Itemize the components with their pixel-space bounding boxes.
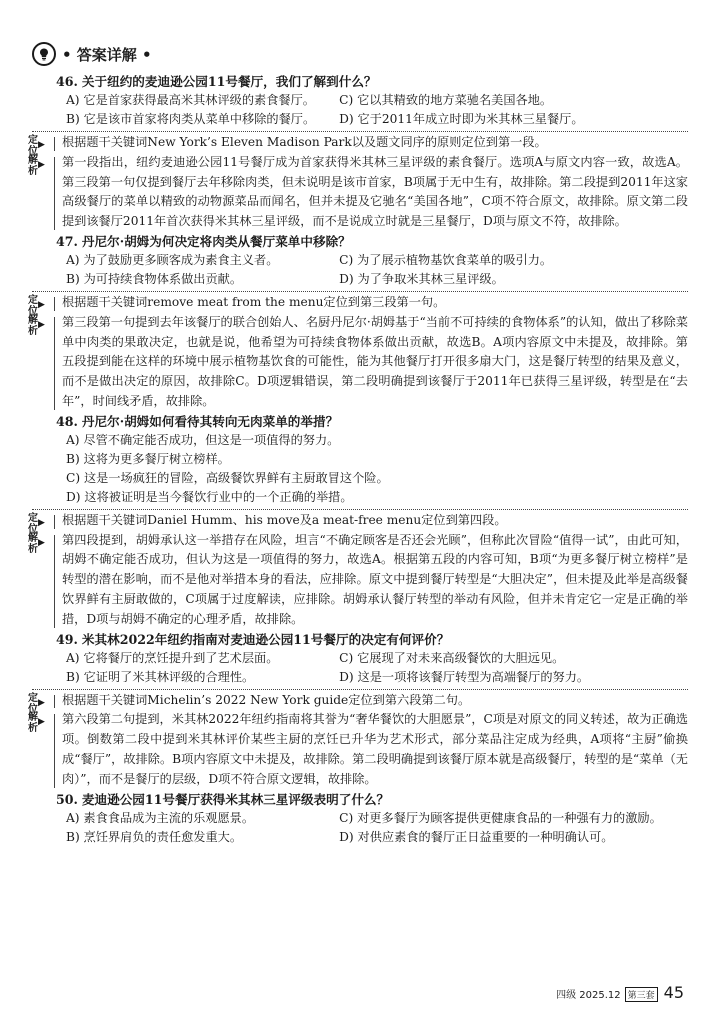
- analysis-block-47: [28, 313, 688, 412]
- divider: [32, 689, 688, 690]
- question-text: 丹尼尔·胡姆如何看待其转向无肉菜单的举措？: [81, 413, 339, 429]
- option-a: A) 它将餐厅的烹饪提升到了艺术层面。: [66, 650, 279, 665]
- analysis-block-48: [28, 531, 688, 630]
- option-a: A) 尽管不确定能否成功，但这是一项值得的努力。: [66, 432, 340, 447]
- bracket-line: [54, 137, 55, 151]
- locate-text: 根据题干关键词New York’s Eleven Madison Park以及题文同序的原则定位到第一段。: [62, 135, 547, 149]
- locate-label: 定位: [28, 692, 38, 715]
- question-number: 50.: [56, 791, 78, 807]
- question-text: 关于纽约的麦迪逊公园11号餐厅，我们了解到什么？: [81, 74, 377, 89]
- arrow-icon: ▶: [38, 537, 45, 548]
- bracket-line: [54, 297, 55, 311]
- question-50: [56, 790, 688, 809]
- option-d: D) 它于2011年成立时即为米其林三星餐厅。: [339, 112, 584, 126]
- analysis-label: 解析: [28, 154, 38, 177]
- option-d: D) 对供应素食的餐厅正日益重要的一种明确认可。: [339, 829, 614, 844]
- lightbulb-icon: [32, 42, 56, 66]
- bracket-line: [54, 157, 55, 230]
- option-a: A) 为了鼓励更多顾客成为素食主义者。: [66, 252, 279, 267]
- question-number: 46.: [56, 74, 78, 89]
- analysis-text: 第四段提到，胡姆承认这一举措存在风险，坦言“不确定顾客是否还会光顾”，但称此次冒险“值得一试”，由此可知，胡姆不确定能否成功，但认为这是一项值得的努力，故选A。根据第五段的内容可知，B项“为更多餐厅树立榜样”是转型的潜在影响，而不是他对举措本身的看法，应排除。原文中提到餐厅转型是“大胆决定”，但未提及此举是高级餐饮界鲜有主厨敢做的，C项属于过度解读，应排除。胡姆承认餐厅转型的举动有风险，但并未肯定它一定是正确的举措，D项与胡姆不确定的心理矛盾，故排除。: [62, 532, 688, 626]
- locate-block-48: [28, 511, 688, 535]
- option-b: B) 它是该市首家将肉类从菜单中移除的餐厅。: [66, 112, 316, 126]
- options-46: [66, 91, 688, 129]
- locate-block-47: [28, 293, 688, 317]
- bracket-line: [54, 317, 55, 410]
- analysis-text: 第六段第二句提到，米其林2022年纽约指南将其誉为“奢华餐饮的大胆愿景”，C项是对原文的同义转述，故为正确选项。倒数第二段中提到米其林评价某些主厨的烹饪已升华为艺术形式，部分菜品注定成为经典，A项将“主厨”偷换成“餐厅”，故排除。B项内容原文中未提及，故排除。第二段明确提到该餐厅原本就是高级餐厅，转型的是“菜单（无肉）”，而不是餐厅的层级，D项不符合原文逻辑，故排除。: [62, 712, 688, 786]
- answer-content: [28, 72, 688, 847]
- divider: [32, 291, 688, 292]
- arrow-icon: ▶: [38, 299, 45, 310]
- option-b: B) 为可持续食物体系做出贡献。: [66, 271, 243, 286]
- page-number: 45: [663, 983, 684, 1002]
- option-c: C) 为了展示植物基饮食菜单的吸引力。: [339, 252, 553, 267]
- option-c: C) 它以其精致的地方菜驰名美国各地。: [339, 93, 553, 107]
- option-d: D) 这是一项将该餐厅转型为高端餐厅的努力。: [339, 669, 590, 684]
- locate-label: 定位: [28, 512, 38, 535]
- analysis-block-46: [28, 153, 688, 232]
- option-b: B) 烹饪界肩负的责任愈发重大。: [66, 829, 243, 844]
- option-c: C) 对更多餐厅为顾客提供更健康食品的一种强有力的激励。: [339, 810, 662, 825]
- locate-block-49: [28, 691, 688, 715]
- question-text: 麦迪逊公园11号餐厅获得米其林三星评级表明了什么？: [81, 791, 390, 807]
- section-title: • 答案详解 •: [62, 45, 152, 64]
- locate-block-46: [28, 133, 688, 157]
- arrow-icon: ▶: [38, 517, 45, 528]
- analysis-text: 第一段指出，纽约麦迪逊公园11号餐厅成为首家获得米其林三星评级的素食餐厅。选项A与原文内容一致，故选A。第三段第一句仅提到餐厅去年移除肉类，但未说明是该市首家，B项属于无中生有，故排除。第二段提到2011年这家高级餐厅的菜单以精致的动物源菜品而闻名，但并未提及它驰名“美国各地”，C项不符合原文，故排除。原文第二段提到该餐厅2011年首次获得米其林三星评级，而不是说成立时就是三星餐厅，D项与原文不符，故排除。: [62, 154, 688, 229]
- issue-label: 四级 2025.12: [556, 990, 621, 1001]
- page-footer: [556, 983, 684, 1002]
- section-header: [32, 40, 152, 68]
- analysis-label: 解析: [28, 532, 38, 555]
- option-a: A) 它是首家获得最高米其林评级的素食餐厅。: [66, 93, 315, 107]
- analysis-label: 解析: [28, 712, 38, 735]
- arrow-icon: ▶: [38, 159, 45, 170]
- analysis-block-49: [28, 710, 688, 789]
- option-b: B) 它证明了米其林评级的合理性。: [66, 669, 255, 684]
- question-46: [56, 72, 688, 91]
- question-49: [56, 630, 688, 649]
- locate-text: 根据题干关键词Michelin’s 2022 New York guide定位到第六段第二句。: [62, 692, 471, 707]
- analysis-text: 第三段第一句提到去年该餐厅的联合创始人、名厨丹尼尔·胡姆基于“当前不可持续的食物体系”的认知，做出了移除菜单中肉类的果敢决定，也就是说，他希望为可持续食物体系做出贡献，故选B。A项内容原文中未提及，故排除。第五段提到能在这样的环境中展示植物基饮食的可能性，能为其他餐厅打开很多扇大门，这是餐厅转型的结果及意义，而不是做出决定的原因，故排除C。D项逻辑错误，第二段明确提到该餐厅于2011年已获得三星评级，转型是在“去年”，时间线矛盾，故排除。: [62, 314, 688, 408]
- option-d: D) 这将被证明是当今餐饮行业中的一个正确的举措。: [66, 489, 353, 504]
- arrow-icon: ▶: [38, 319, 45, 330]
- question-number: 48.: [56, 413, 78, 429]
- option-b: B) 这将为更多餐厅树立榜样。: [66, 451, 230, 466]
- question-text: 米其林2022年纽约指南对麦迪逊公园11号餐厅的决定有何评价？: [81, 631, 450, 647]
- option-c: C) 它展现了对未来高级餐饮的大胆远见。: [339, 650, 565, 665]
- arrow-icon: ▶: [38, 697, 45, 708]
- bracket-line: [54, 695, 55, 709]
- option-d: D) 为了争取米其林三星评级。: [339, 271, 504, 286]
- question-text: 丹尼尔·胡姆为何决定将肉类从餐厅菜单中移除？: [81, 233, 351, 249]
- locate-text: 根据题干关键词remove meat from the menu定位到第三段第一句。: [62, 294, 446, 309]
- bracket-line: [54, 535, 55, 628]
- arrow-icon: ▶: [38, 717, 45, 728]
- option-c: C) 这是一场疯狂的冒险，高级餐饮界鲜有主厨敢冒这个险。: [66, 470, 389, 485]
- locate-text: 根据题干关键词Daniel Humm、his move及a meat-free menu定位到第四段。: [62, 512, 507, 527]
- options-50: [66, 809, 688, 847]
- locate-label: 定位: [28, 135, 38, 157]
- locate-label: 定位: [28, 294, 38, 317]
- bracket-line: [54, 714, 55, 787]
- question-48: [56, 412, 688, 431]
- option-a: A) 素食食品成为主流的乐观愿景。: [66, 810, 255, 825]
- options-48: [66, 431, 688, 507]
- options-47: [66, 251, 688, 289]
- arrow-icon: ▶: [38, 140, 45, 150]
- options-49: [66, 649, 688, 687]
- question-number: 49.: [56, 631, 78, 647]
- bracket-line: [54, 515, 55, 529]
- issue-tag: 第三套: [625, 987, 658, 1002]
- question-number: 47.: [56, 233, 78, 249]
- divider: [32, 509, 688, 510]
- divider: [32, 131, 688, 132]
- question-47: [56, 232, 688, 251]
- analysis-label: 解析: [28, 314, 38, 337]
